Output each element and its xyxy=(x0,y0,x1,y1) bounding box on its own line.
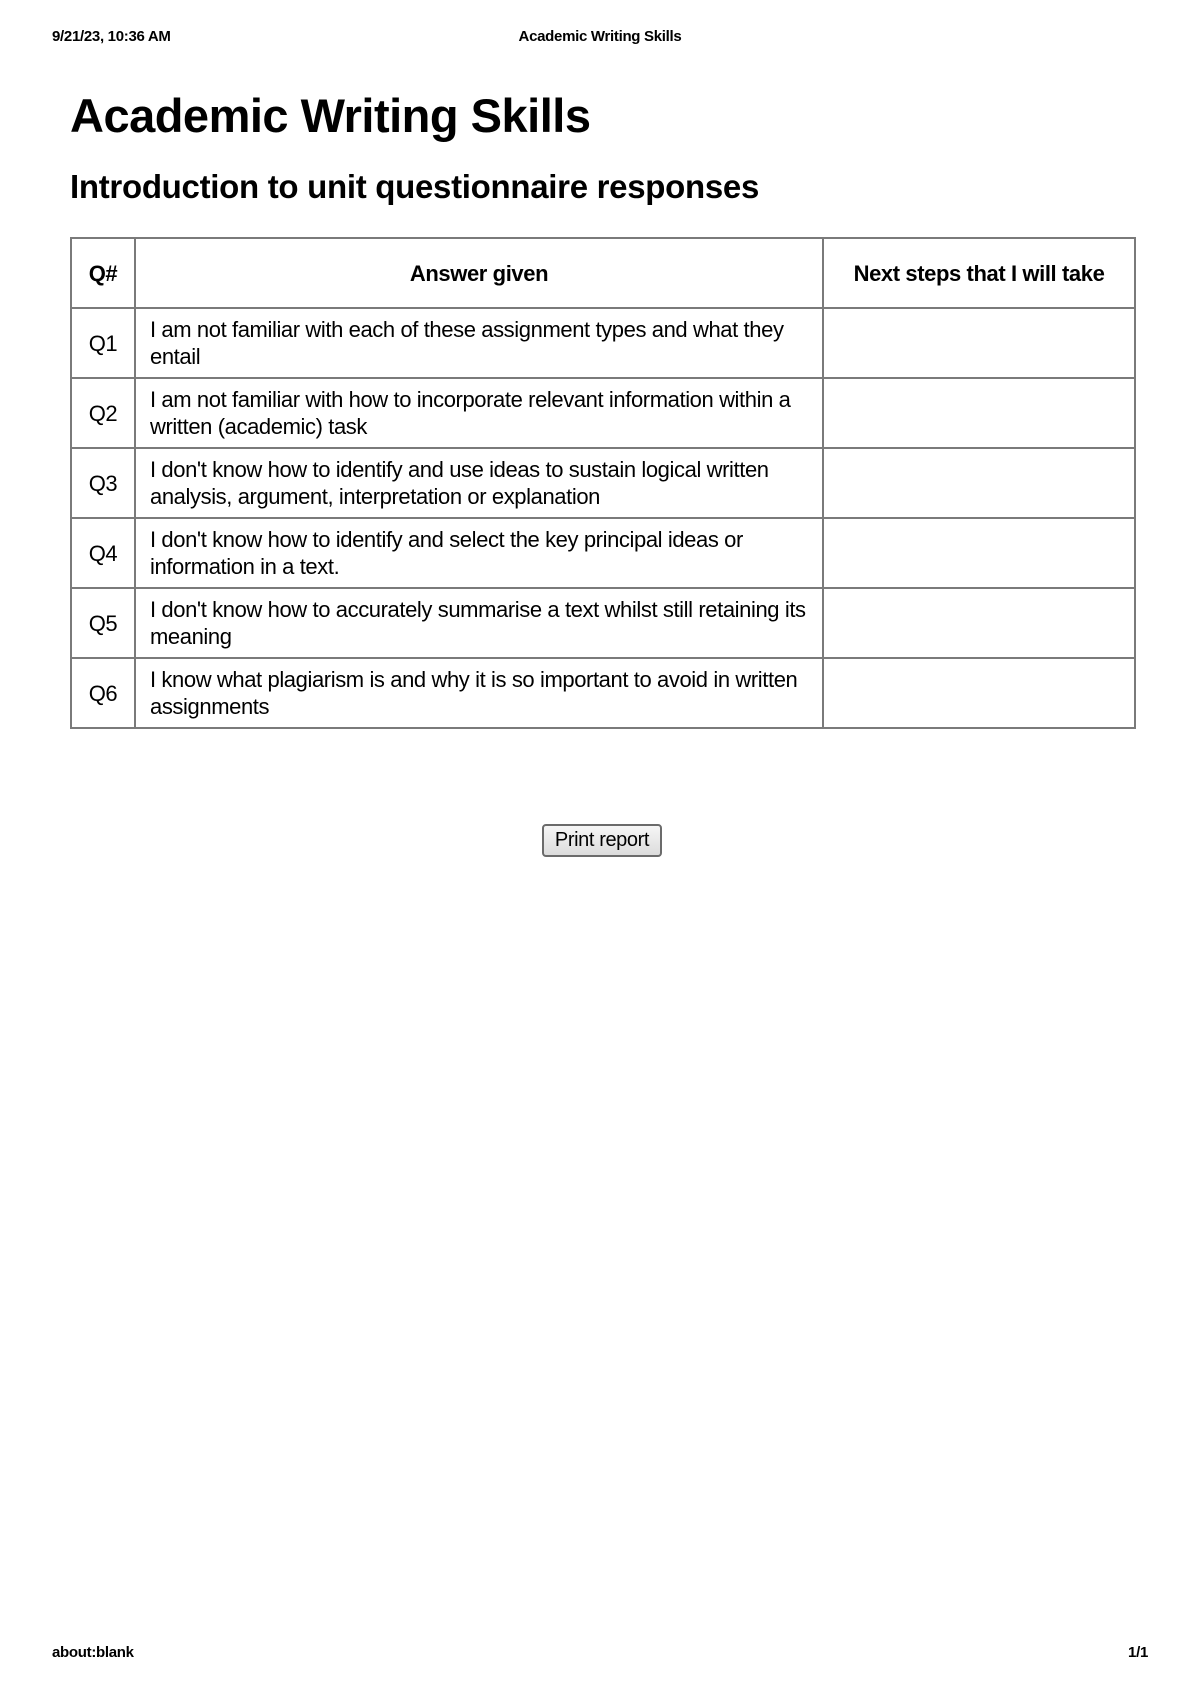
page-title: Academic Writing Skills xyxy=(70,89,591,142)
next-steps-cell[interactable] xyxy=(823,448,1135,518)
next-steps-cell[interactable] xyxy=(823,588,1135,658)
header-next-steps: Next steps that I will take xyxy=(823,238,1135,308)
main-content xyxy=(70,86,1136,729)
answer-cell: I don't know how to identify and use ideas to sustain logical written analysis, argument, interpretation or explanation xyxy=(135,448,823,518)
table-row xyxy=(71,448,1135,518)
responses-table xyxy=(70,237,1136,729)
answer-cell: I know what plagiarism is and why it is so important to avoid in written assignments xyxy=(135,658,823,728)
table-row xyxy=(71,518,1135,588)
page-subtitle: Introduction to unit questionnaire responses xyxy=(70,168,760,205)
print-url: about:blank xyxy=(52,1644,134,1661)
print-header-title: Academic Writing Skills xyxy=(518,28,682,45)
print-report-button[interactable]: Print report xyxy=(542,824,662,857)
table-row xyxy=(71,308,1135,378)
next-steps-cell[interactable] xyxy=(823,308,1135,378)
question-number: Q6 xyxy=(71,658,135,728)
question-number: Q4 xyxy=(71,518,135,588)
answer-cell: I am not familiar with each of these assignment types and what they entail xyxy=(135,308,823,378)
table-header-row xyxy=(71,238,1135,308)
next-steps-cell[interactable] xyxy=(823,378,1135,448)
answer-cell: I am not familiar with how to incorporate relevant information within a written (academic) task xyxy=(135,378,823,448)
question-number: Q2 xyxy=(71,378,135,448)
table-row xyxy=(71,378,1135,448)
print-datetime: 9/21/23, 10:36 AM xyxy=(52,28,171,45)
next-steps-cell[interactable] xyxy=(823,518,1135,588)
print-page-number: 1/1 xyxy=(1128,1644,1148,1661)
header-answer-given: Answer given xyxy=(135,238,823,308)
header-question-number: Q# xyxy=(71,238,135,308)
actions-row xyxy=(0,824,1200,857)
question-number: Q5 xyxy=(71,588,135,658)
next-steps-cell[interactable] xyxy=(823,658,1135,728)
question-number: Q3 xyxy=(71,448,135,518)
table-row xyxy=(71,588,1135,658)
answer-cell: I don't know how to accurately summarise a text whilst still retaining its meaning xyxy=(135,588,823,658)
answer-cell: I don't know how to identify and select the key principal ideas or information in a text. xyxy=(135,518,823,588)
question-number: Q1 xyxy=(71,308,135,378)
table-row xyxy=(71,658,1135,728)
print-header xyxy=(52,28,1148,48)
print-footer xyxy=(52,1644,1148,1664)
